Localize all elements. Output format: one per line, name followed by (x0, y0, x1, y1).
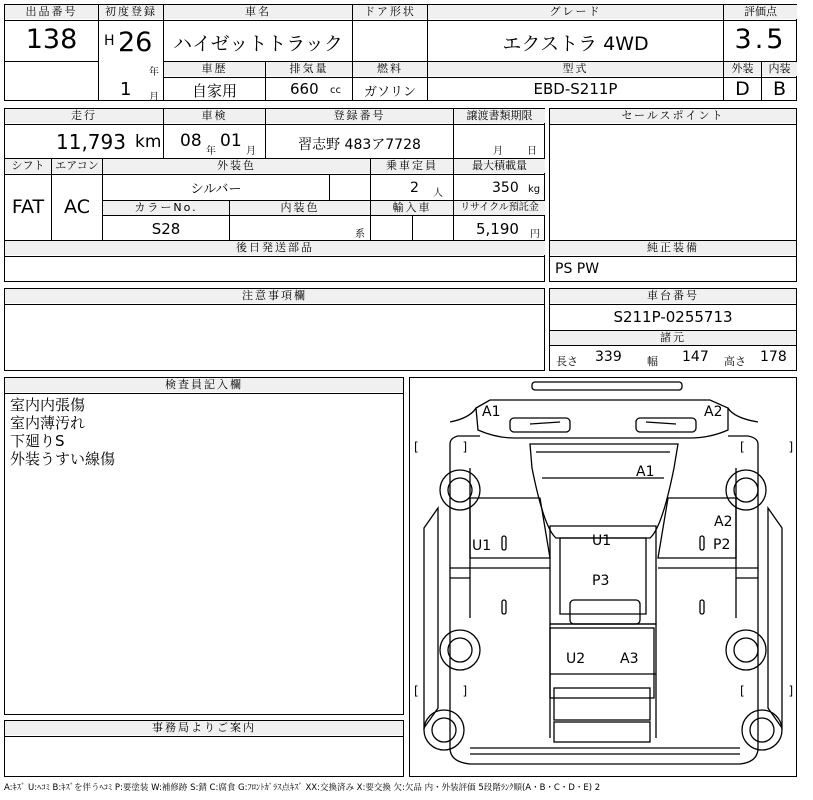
displacement: 660 (290, 80, 319, 98)
exterior-grade: D (735, 78, 750, 100)
mark-a1-hood: A1 (636, 464, 655, 480)
mileage-label: 走行 (5, 109, 163, 123)
color-no: S28 (151, 220, 181, 238)
score-label: 評価点 (724, 5, 797, 19)
inspection-label: 車検 (164, 109, 265, 123)
max-load-unit: kg (528, 184, 541, 195)
interior-label: 内装 (762, 62, 797, 76)
fuel: ガソリン (363, 85, 416, 100)
import-label: 輸入車 (371, 201, 453, 215)
mark-a1-front-left: A1 (482, 404, 501, 420)
width-label: 幅 (647, 355, 658, 368)
inspection-month: 01 (220, 131, 242, 151)
recycle-label: リサイクル預託金 (454, 201, 545, 215)
mark-u1-center: U1 (592, 533, 612, 549)
int-color-unit: 系 (355, 229, 365, 240)
ext-color-label: 外装色 (103, 159, 370, 173)
height-label: 高さ (724, 355, 746, 368)
dims-label: 諸元 (550, 331, 796, 345)
mark-a2-right: A2 (714, 514, 733, 530)
history: 自家用 (191, 82, 237, 100)
exterior-label: 外装 (724, 62, 761, 76)
recycle-fee: 5,190 (476, 220, 519, 238)
inspection-month-unit: 月 (246, 146, 256, 157)
model-code: EBD-S211P (533, 80, 618, 98)
interior-grade: B (772, 78, 787, 100)
sales-point-label: セールスポイント (550, 109, 796, 123)
mark-p2-right: P2 (713, 537, 731, 553)
shift-label: シフト (5, 159, 51, 173)
reg-no: 習志野 483ア7728 (298, 137, 421, 153)
mileage: 11,793 (56, 130, 126, 154)
inspector-note: 下廻りS (10, 432, 65, 450)
mark-a3-bed: A3 (620, 651, 639, 667)
chassis-no: S211P-0255713 (613, 308, 733, 326)
mark-p3-center: P3 (592, 573, 610, 589)
lot-no-label: 出品番号 (5, 5, 98, 19)
shift: FAT (11, 196, 45, 218)
car-name-label: 車名 (164, 5, 352, 19)
reg-no-label: 登録番号 (266, 109, 453, 123)
first-reg-month-unit: 月 (149, 92, 159, 103)
transfer-month-unit: 月 (493, 146, 503, 157)
mileage-unit: km (135, 132, 162, 152)
model-code-label: 型式 (428, 62, 723, 76)
score: 3.5 (734, 24, 787, 55)
first-reg-era: H (104, 33, 115, 49)
max-load-label: 最大積載量 (454, 159, 545, 173)
aircon: AC (64, 196, 90, 218)
bracket-left-lower: [ ] (414, 684, 488, 698)
inspector-note: 室内薄汚れ (10, 414, 86, 432)
int-color-label: 内装色 (230, 201, 370, 215)
displacement-label: 排気量 (266, 62, 352, 76)
notes-label: 注意事項欄 (5, 289, 544, 303)
inspector-notes (10, 396, 115, 468)
first-reg-year: 26 (118, 27, 153, 58)
grade-label: グレード (428, 5, 723, 19)
legend: A:ｷｽﾞ U:ﾍｺﾐ B:ｷｽﾞを伴うﾍｺﾐ P:要塗装 W:補修跡 S:錆 C:腐食 G:ﾌﾛﾝﾄｶﾞﾗｽ点ｷｽﾞ XX:交換済み X:要交換 欠:欠品 内・外装評価 5段階ﾗﾝｸ順(A・B・C・D・E) 2 (4, 783, 601, 793)
transfer-day-unit: 日 (527, 146, 537, 157)
recycle-unit: 円 (530, 229, 540, 240)
inspector-note: 室内内張傷 (10, 396, 86, 414)
capacity-label: 乗車定員 (371, 159, 453, 173)
width: 147 (682, 349, 709, 365)
bracket-left-upper: [ ] (414, 440, 488, 454)
height: 178 (760, 349, 787, 365)
length: 339 (595, 349, 622, 365)
first-reg-label: 初度登録 (99, 5, 163, 19)
bracket-right-lower: [ ] (740, 684, 813, 698)
color-no-label: カラーNo. (103, 201, 229, 215)
history-label: 車歴 (164, 62, 265, 76)
max-load: 350 (492, 180, 519, 196)
car-name: ハイゼットトラック (173, 33, 343, 55)
capacity-unit: 人 (433, 188, 443, 199)
inspector-label: 検査員記入欄 (5, 378, 403, 392)
displacement-unit: cc (330, 85, 341, 96)
first-reg-month: 1 (120, 79, 132, 100)
door-label: ドア形状 (353, 5, 427, 19)
aircon-label: エアコン (52, 159, 102, 173)
inspection-year-unit: 年 (206, 146, 216, 157)
chassis-label: 車台番号 (550, 289, 796, 303)
equipment-label: 純正装備 (550, 241, 796, 255)
length-label: 長さ (556, 355, 578, 368)
capacity: 2 (410, 180, 419, 196)
office-label: 事務局よりご案内 (5, 721, 403, 735)
inspection-year: 08 (180, 131, 202, 151)
mark-a2-front-right: A2 (704, 404, 723, 420)
equipment: PS PW (555, 261, 600, 277)
lot-no: 138 (25, 24, 78, 55)
mark-u2-bed: U2 (566, 651, 586, 667)
transfer-doc-label: 譲渡書類期限 (454, 109, 545, 123)
inspector-note: 外装うすい線傷 (10, 450, 116, 468)
bracket-right-upper: [ ] (740, 440, 813, 454)
ext-color: シルバー (190, 182, 242, 197)
later-parts-label: 後日発送部品 (5, 241, 545, 255)
first-reg-year-unit: 年 (149, 67, 159, 78)
mark-u1-left: U1 (472, 538, 492, 554)
grade: エクストラ 4WD (502, 33, 649, 55)
fuel-label: 燃料 (353, 62, 427, 76)
